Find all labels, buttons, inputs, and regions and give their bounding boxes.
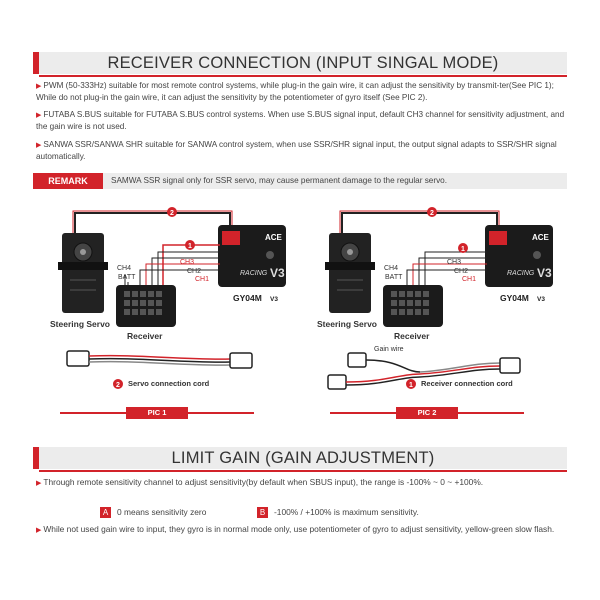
gyro-model-label: GY04M: [233, 293, 262, 303]
remark-text: SAMWA SSR signal only for SSR servo, may cause permanent damage to the regular servo.: [111, 176, 447, 185]
label-steering-servo: Steering Servo: [50, 319, 110, 329]
cord-marker-2-text: 2: [116, 382, 120, 389]
bullet-triangle-icon: ▶: [36, 112, 42, 119]
label-ch3-2: CH3: [447, 259, 462, 266]
pic2-label: PIC 2: [396, 407, 458, 419]
marker-2b-text: 2: [430, 210, 434, 217]
label-ch1-2: CH1: [462, 276, 477, 283]
marker-1-text: 1: [188, 243, 192, 250]
paragraph-sanwa: ▶ SANWA SSR/SANWA SHR suitable for SANWA control system, when use SSR/SHR signal input, the output signal adapts to SSR/SHR signal automatically.: [36, 140, 557, 161]
svg-text:RACING: RACING: [507, 270, 535, 277]
section-title: RECEIVER CONNECTION (INPUT SINGAL MODE): [107, 54, 499, 72]
svg-text:V3: V3: [270, 266, 285, 280]
bullet-triangle-icon: ▶: [36, 142, 42, 149]
svg-text:RACING: RACING: [240, 270, 268, 277]
svg-text:ACE: ACE: [532, 233, 549, 242]
paragraph-pwm: ▶ PWM (50-333Hz) suitable for most remote control systems, while plug-in the gain wire, it can adjust the sensitivity by transmit-ter(See PIC 1); While do not plug-in the gain wire, it can adjust the sensitivity by the potentiometer of gyro itself (See PIC 2).: [36, 81, 554, 102]
label-ch2-2: CH2: [454, 268, 469, 275]
label-ch3: CH3: [180, 259, 195, 266]
paragraph-no-gain-wire: ▶ While not used gain wire to input, they gyro is in normal mode only, use potentiometer of gyro to adjust sensitivity, yellow-green slow flash.: [36, 524, 555, 534]
label-gain-wire: Gain wire: [374, 346, 404, 353]
gyro-version-label: V3: [270, 296, 278, 303]
marker-1b-text: 1: [461, 246, 465, 253]
label-ch4: CH4: [117, 265, 132, 272]
bullet-triangle-icon: ▶: [36, 83, 42, 90]
option-b: B -100% / +100% is maximum sensitivity.: [257, 507, 517, 518]
svg-text:V3: V3: [537, 266, 552, 280]
receiver-icon: [116, 285, 176, 327]
label-batt-2: BATT: [385, 274, 403, 281]
receiver-2-icon: [383, 285, 443, 327]
option-a-badge: A: [100, 507, 111, 518]
remark-label: REMARK: [33, 173, 103, 189]
header-underline-2: [39, 470, 567, 472]
option-a: A 0 means sensitivity zero: [100, 507, 300, 518]
section-title-2: LIMIT GAIN (GAIN ADJUSTMENT): [171, 449, 435, 467]
gyro-2-model-label: GY04M: [500, 293, 529, 303]
gyro-icon: [218, 225, 286, 287]
label-steering-servo-2: Steering Servo: [317, 319, 377, 329]
label-ch2: CH2: [187, 268, 202, 275]
servo-cord-caption: Servo connection cord: [128, 379, 210, 388]
paragraph-sbus: ▶ FUTABA S.BUS suitable for FUTABA S.BUS control systems. When use S.BUS signal input, default CH3 channel for sensitivity adjustment, and the gain wire is not used.: [36, 110, 565, 131]
gyro-2-version-label: V3: [537, 296, 545, 303]
diagram-pic1: [58, 207, 553, 389]
steering-servo-2-icon: [325, 233, 375, 313]
section-header-limit-gain: [33, 447, 567, 469]
label-receiver-2: Receiver: [394, 331, 430, 341]
label-receiver: Receiver: [127, 331, 163, 341]
label-ch4-2: CH4: [384, 265, 399, 272]
servo-connection-cord-icon: [67, 351, 252, 368]
steering-servo-icon: [58, 233, 108, 313]
label-ch1: CH1: [195, 276, 210, 283]
receiver-cord-caption: Receiver connection cord: [421, 379, 513, 388]
svg-text:ACE: ACE: [265, 233, 282, 242]
paragraph-limit-gain-range: ▶ Through remote sensitivity channel to adjust sensitivity(by default when SBUS input), the range is -100% ~ 0 ~ +100%.: [36, 477, 484, 487]
marker-2-text: 2: [170, 210, 174, 217]
gyro-2-icon: [485, 225, 553, 287]
option-b-badge: B: [257, 507, 268, 518]
bullet-triangle-icon: ▶: [36, 480, 42, 487]
label-batt: BATT: [118, 274, 136, 281]
cord-marker-1-text: 1: [409, 382, 413, 389]
bullet-triangle-icon: ▶: [36, 527, 42, 534]
pic1-label: PIC 1: [126, 407, 188, 419]
